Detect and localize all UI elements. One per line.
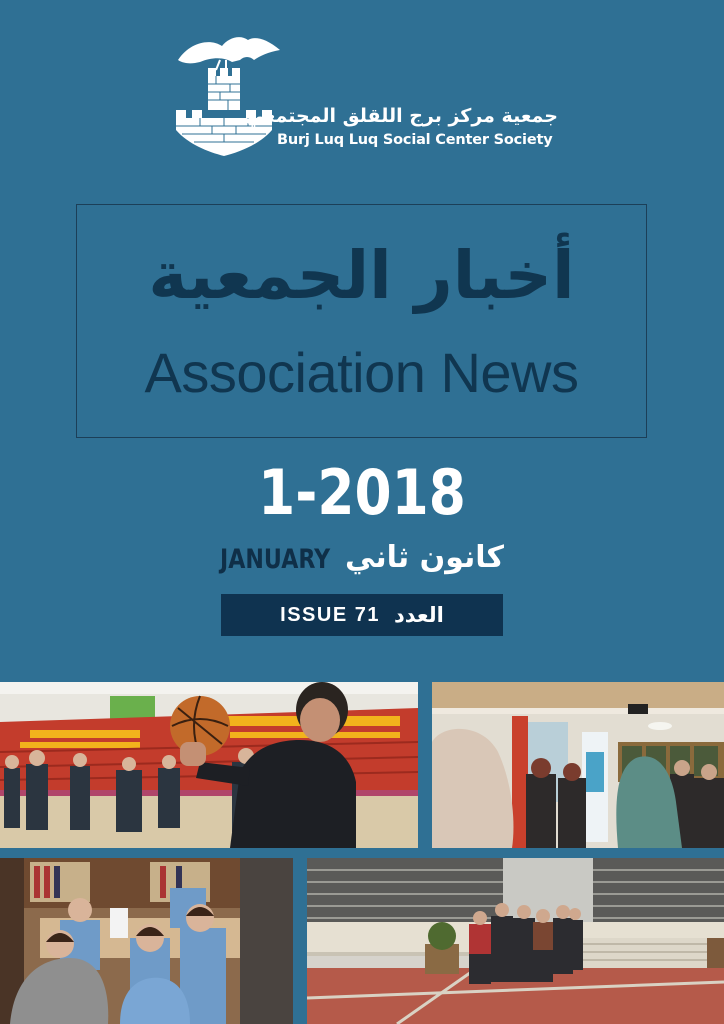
issue-month	[220, 540, 504, 582]
photo-children-library	[0, 858, 293, 1024]
issue-number-arabic: العدد	[393, 603, 444, 627]
title-arabic: أخبار الجمعية	[148, 237, 575, 314]
photo-group-stadium	[307, 858, 724, 1024]
tower-bird-emblem	[170, 30, 290, 160]
photo-basketball-hall	[0, 682, 418, 848]
title-frame	[76, 204, 647, 438]
photo-indoor-visit	[432, 682, 724, 848]
month-english: JANUARY	[220, 544, 331, 575]
organization-name-english: Burj Luq Luq Social Center Society	[277, 132, 553, 148]
organization-name-arabic: جمعية مركز برج اللقلق المجتمعي	[245, 105, 558, 127]
title-english: Association News	[144, 341, 579, 404]
month-arabic: كانون ثاني	[345, 540, 504, 575]
issue-number-english: ISSUE 71	[280, 603, 380, 626]
issue-number-bar	[221, 594, 503, 636]
issue-date: 1-2018	[258, 456, 466, 529]
society-logo	[170, 30, 560, 160]
